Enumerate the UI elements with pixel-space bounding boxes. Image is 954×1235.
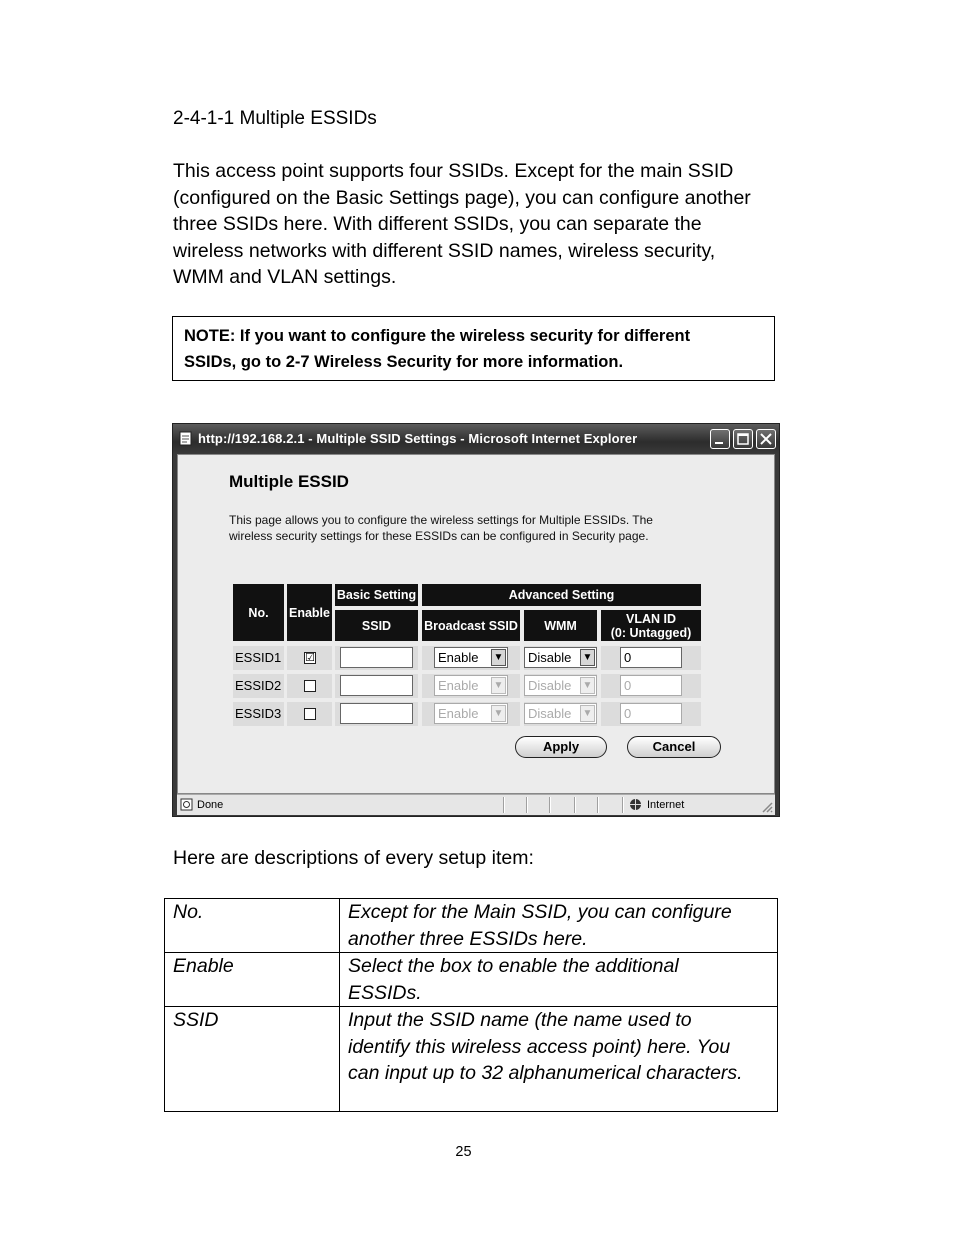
- row-label-essid3: ESSID3: [235, 706, 282, 721]
- item-description: Except for the Main SSID, you can configure another three ESSIDs here.: [340, 899, 778, 953]
- vlan-input-essid3[interactable]: 0: [620, 703, 682, 724]
- page-done-icon: [180, 798, 193, 811]
- item-name: Enable: [165, 953, 340, 1007]
- section-title: 2-4-1-1 Multiple ESSIDs: [173, 108, 377, 129]
- item-name: No.: [165, 899, 340, 953]
- header-advanced-setting: Advanced Setting: [422, 584, 701, 606]
- intro-paragraph: This access point supports four SSIDs. Except for the main SSID (configured on the Basic Settings page), you can configure another three SSIDs here. With different SSIDs, you can separate the wireless networks with different SSID names, wireless security, WMM and VLAN settings.: [173, 160, 751, 288]
- page-heading: Multiple ESSID: [229, 472, 349, 491]
- descriptions-lead: Here are descriptions of every setup item:: [173, 847, 534, 869]
- wmm-select-essid3[interactable]: Disable ▼: [524, 703, 597, 724]
- ssid-input-essid2[interactable]: [340, 675, 413, 696]
- globe-icon: [629, 798, 642, 811]
- maximize-icon: [734, 430, 752, 448]
- broadcast-select-essid1[interactable]: Enable ▼: [434, 647, 508, 668]
- browser-statusbar: [177, 794, 775, 815]
- minimize-icon: [711, 430, 729, 448]
- resize-grip-icon[interactable]: [761, 801, 773, 813]
- chevron-down-icon: ▼: [491, 705, 506, 722]
- item-name: SSID: [165, 1007, 340, 1112]
- maximize-button[interactable]: [733, 429, 753, 449]
- chevron-down-icon: ▼: [580, 649, 595, 666]
- item-description-table: [164, 898, 778, 1112]
- enable-checkbox-essid3[interactable]: [304, 708, 316, 720]
- header-broadcast-ssid: Broadcast SSID: [422, 610, 520, 641]
- table-row: [165, 899, 778, 953]
- broadcast-select-essid3[interactable]: Enable ▼: [434, 703, 508, 724]
- close-button[interactable]: [756, 429, 776, 449]
- item-description: Input the SSID name (the name used to identify this wireless access point) here. You can input up to 32 alphanumerical characters.: [340, 1007, 778, 1112]
- page-icon: [179, 431, 193, 446]
- enable-checkbox-essid2[interactable]: [304, 680, 316, 692]
- browser-titlebar: [173, 424, 779, 454]
- status-zone: Internet: [647, 799, 685, 811]
- broadcast-select-essid2[interactable]: Enable ▼: [434, 675, 508, 696]
- header-ssid: SSID: [335, 610, 418, 641]
- row-label-essid1: ESSID1: [235, 650, 282, 665]
- table-row: [165, 953, 778, 1007]
- row-label-essid2: ESSID2: [235, 678, 282, 693]
- header-no: No.: [233, 584, 284, 641]
- close-icon: [757, 430, 775, 448]
- chevron-down-icon: ▼: [491, 649, 506, 666]
- chevron-down-icon: ▼: [580, 705, 595, 722]
- chevron-down-icon: ▼: [580, 677, 595, 694]
- browser-window: [172, 423, 780, 817]
- browser-content: [177, 454, 775, 794]
- apply-button[interactable]: Apply: [515, 736, 607, 758]
- note-box: NOTE: If you want to configure the wireless security for different SSIDs, go to 2-7 Wireless Security for more information.: [172, 316, 775, 381]
- cancel-button[interactable]: Cancel: [627, 736, 721, 758]
- wmm-select-essid1[interactable]: Disable ▼: [524, 647, 597, 668]
- header-enable: Enable: [287, 584, 332, 641]
- table-row: [165, 1007, 778, 1112]
- vlan-input-essid1[interactable]: 0: [620, 647, 682, 668]
- page-description: This page allows you to configure the wireless settings for Multiple ESSIDs. The wireless security settings for these ESSIDs can be configured in Security page.: [229, 513, 653, 543]
- ssid-input-essid3[interactable]: [340, 703, 413, 724]
- status-text: Done: [197, 799, 224, 811]
- chevron-down-icon: ▼: [491, 677, 506, 694]
- vlan-input-essid2[interactable]: 0: [620, 675, 682, 696]
- wmm-select-essid2[interactable]: Disable ▼: [524, 675, 597, 696]
- page-number: 25: [455, 1144, 472, 1160]
- enable-checkbox-essid1[interactable]: ☑: [305, 652, 315, 664]
- ssid-input-essid1[interactable]: [340, 647, 413, 668]
- header-basic-setting: Basic Setting: [335, 584, 418, 606]
- item-description: Select the box to enable the additional ESSIDs.: [340, 953, 778, 1007]
- header-vlan-id: VLAN ID (0: Untagged): [601, 610, 701, 641]
- header-wmm: WMM: [524, 610, 597, 641]
- window-title: http://192.168.2.1 - Multiple SSID Settings - Microsoft Internet Explorer: [198, 431, 638, 446]
- minimize-button[interactable]: [710, 429, 730, 449]
